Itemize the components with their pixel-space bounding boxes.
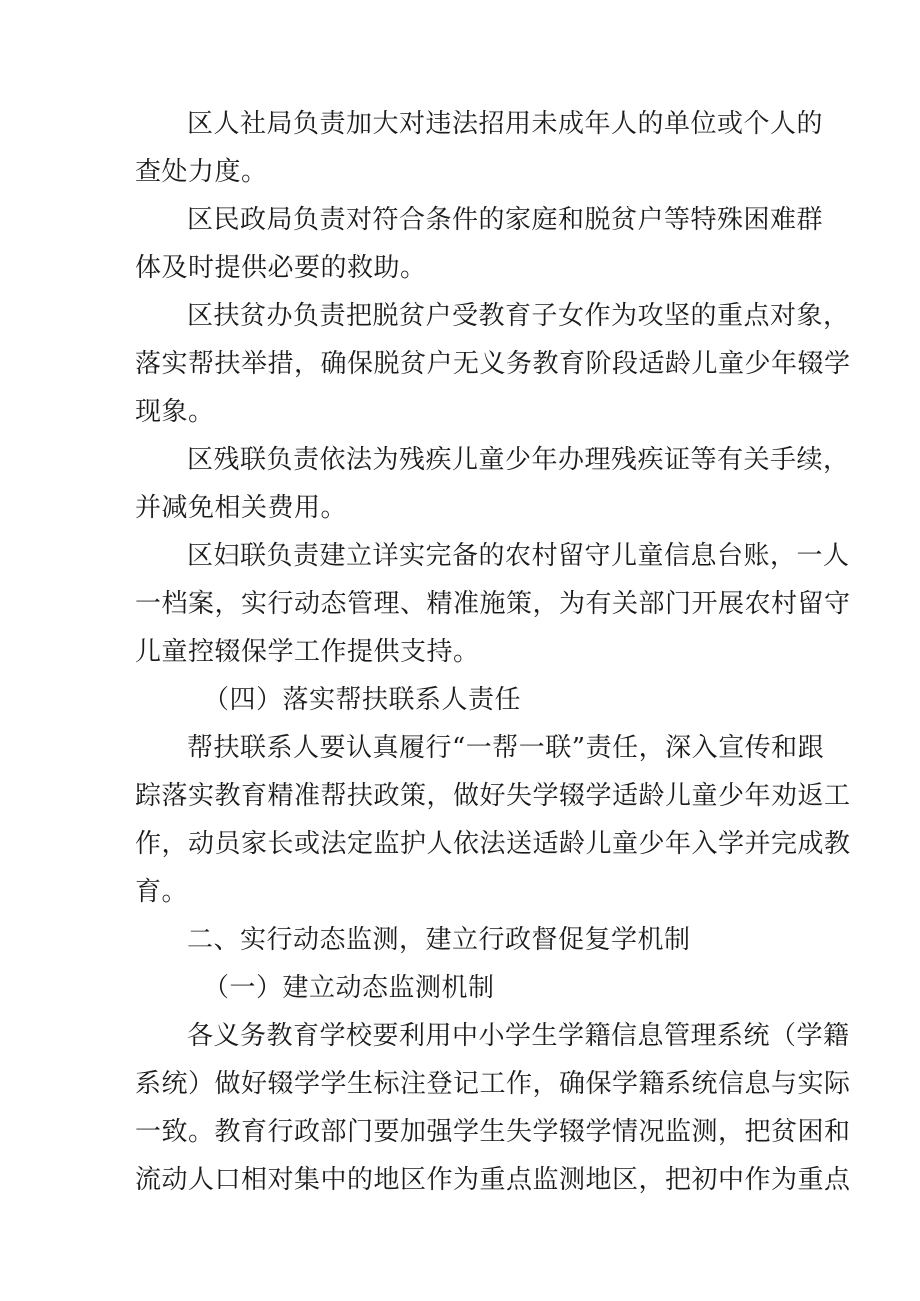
- paragraph-line: 系统）做好辍学学生标注登记工作，确保学籍系统信息与实际: [135, 1069, 851, 1099]
- paragraph-line: 一致。教育行政部门要加强学生失学辍学情况监测，把贫困和: [135, 1117, 851, 1147]
- paragraph-line: 区人社局负责加大对违法招用未成年人的单位或个人的: [187, 109, 824, 139]
- paragraph-line: 帮扶联系人要认真履行“一帮一联”责任，深入宣传和跟: [187, 733, 825, 763]
- paragraph-line: 并减免相关费用。: [135, 493, 348, 523]
- section-heading: （四）落实帮扶联系人责任: [203, 685, 522, 715]
- paragraph-line: 体及时提供必要的救助。: [135, 253, 427, 283]
- paragraph-line: 作，动员家长或法定监护人依法送适龄儿童少年入学并完成教: [135, 829, 851, 859]
- section-heading: （一）建立动态监测机制: [203, 973, 495, 1003]
- paragraph-line: 现象。: [135, 397, 215, 427]
- paragraph-line: 区残联负责依法为残疾儿童少年办理残疾证等有关手续，: [187, 445, 850, 475]
- paragraph-line: 落实帮扶举措，确保脱贫户无义务教育阶段适龄儿童少年辍学: [135, 349, 851, 379]
- paragraph-line: 一档案，实行动态管理、精准施策，为有关部门开展农村留守: [135, 589, 851, 619]
- paragraph-line: 区妇联负责建立详实完备的农村留守儿童信息台账，一人: [187, 541, 850, 571]
- paragraph-line: 流动人口相对集中的地区作为重点监测地区，把初中作为重点: [135, 1165, 851, 1195]
- chapter-heading: 二、实行动态监测，建立行政督促复学机制: [187, 925, 691, 955]
- paragraph-line: 踪落实教育精准帮扶政策，做好失学辍学适龄儿童少年劝返工: [135, 781, 851, 811]
- paragraph-line: 区民政局负责对符合条件的家庭和脱贫户等特殊困难群: [187, 205, 824, 235]
- paragraph-line: 区扶贫办负责把脱贫户受教育子女作为攻坚的重点对象，: [187, 301, 850, 331]
- paragraph-line: 查处力度。: [135, 157, 268, 187]
- paragraph-line: 儿童控辍保学工作提供支持。: [135, 637, 480, 667]
- paragraph-line: 育。: [135, 877, 189, 907]
- document-page: [135, 100, 851, 1204]
- paragraph-line: 各义务教育学校要利用中小学生学籍信息管理系统（学籍: [187, 1021, 850, 1051]
